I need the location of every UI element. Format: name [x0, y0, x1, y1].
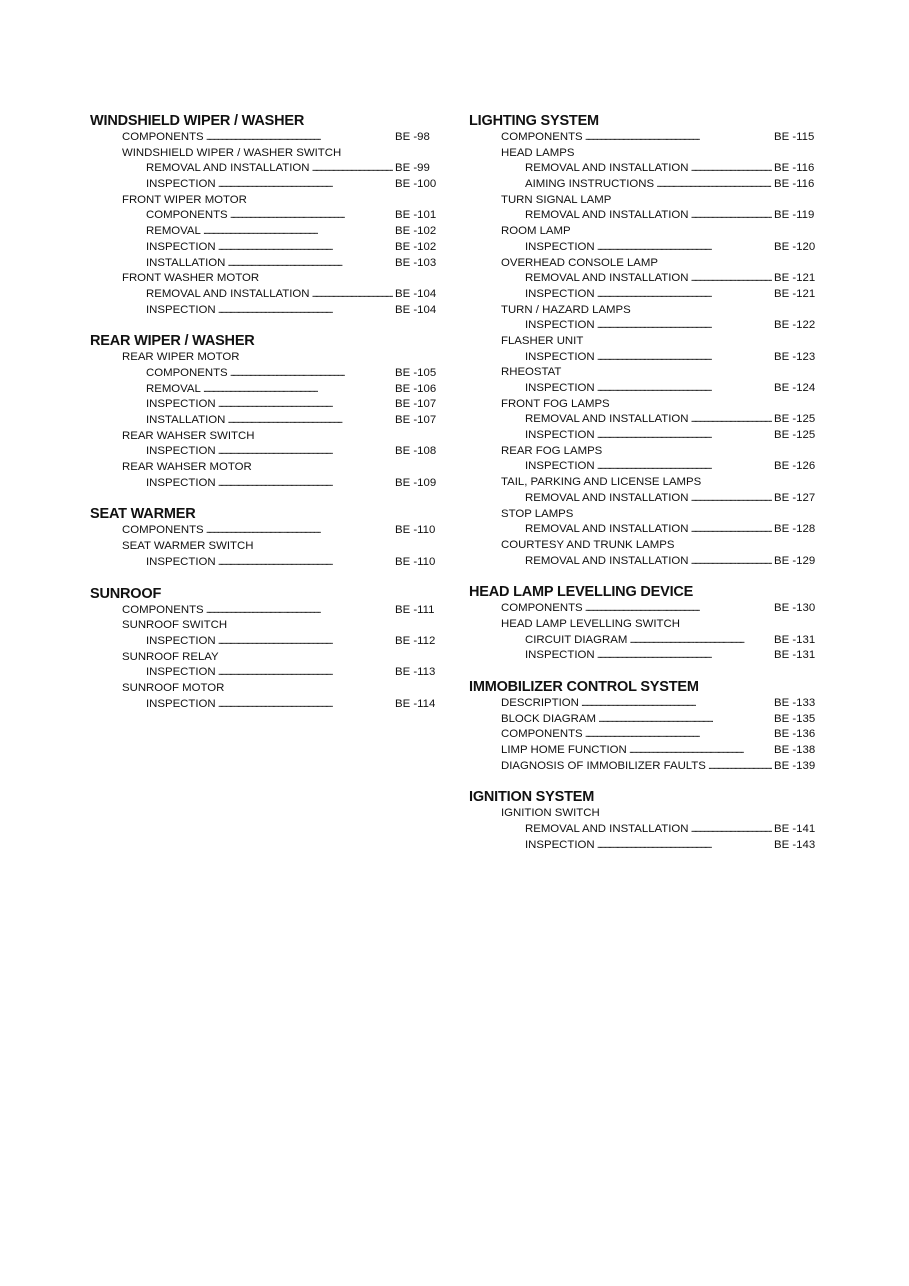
dot-leader [585, 601, 772, 617]
toc-section-ignition-system [469, 788, 826, 853]
dot-leader [585, 130, 772, 146]
toc-entry[interactable] [469, 838, 826, 854]
toc-entry[interactable] [469, 271, 826, 287]
entry-label: INSPECTION [525, 319, 595, 332]
toc-entry[interactable] [469, 491, 826, 507]
toc-entry[interactable] [90, 665, 447, 681]
entry-label: LIMP HOME FUNCTION [501, 744, 627, 757]
toc-subheading [90, 460, 447, 476]
entry-label: REMOVAL [146, 382, 201, 395]
dot-leader [597, 838, 772, 854]
toc-entry[interactable] [90, 287, 447, 303]
entry-label: FLASHER UNIT [501, 334, 584, 347]
dot-leader [629, 743, 772, 759]
section-title: IMMOBILIZER CONTROL SYSTEM [469, 679, 699, 695]
entry-label: FRONT WIPER MOTOR [122, 193, 247, 206]
page-number: BE -122 [774, 319, 816, 332]
dot-leader [691, 822, 772, 838]
entry-label: INSTALLATION [146, 414, 226, 426]
toc-subheading [90, 650, 447, 666]
entry-label: TURN / HAZARD LAMPS [501, 303, 631, 316]
section-title: WINDSHIELD WIPER / WASHER [90, 113, 305, 129]
toc-entry[interactable] [469, 177, 826, 193]
dot-leader [206, 603, 393, 619]
toc-entry[interactable] [90, 603, 447, 619]
dot-leader [218, 303, 393, 319]
dot-leader [597, 459, 772, 475]
dot-leader [597, 240, 772, 256]
toc-entry[interactable] [469, 350, 826, 366]
entry-label: IGNITION SWITCH [501, 807, 600, 820]
page-number: BE -113 [395, 666, 436, 679]
dot-leader [691, 412, 772, 428]
toc-subheading [90, 681, 447, 697]
toc-entry[interactable] [469, 161, 826, 177]
page-number: BE -102 [395, 240, 437, 253]
page-number: BE -112 [395, 634, 436, 647]
dot-leader [227, 413, 393, 429]
toc-entry[interactable] [469, 727, 826, 743]
toc-entry[interactable] [90, 697, 447, 713]
entry-label: CIRCUIT DIAGRAM [525, 633, 628, 646]
entry-label: TURN SIGNAL LAMP [501, 193, 612, 206]
toc-entry[interactable] [90, 476, 447, 492]
entry-label: REMOVAL AND INSTALLATION [525, 491, 689, 504]
entry-label: WINDSHIELD WIPER / WASHER SWITCH [122, 146, 342, 159]
page-number: BE -104 [395, 303, 437, 316]
toc-subheading [469, 224, 826, 240]
entry-label: COURTESY AND TRUNK LAMPS [501, 538, 675, 551]
page-number: BE -123 [774, 350, 816, 363]
toc-entry[interactable] [469, 822, 826, 838]
entry-label: COMPONENTS [122, 524, 204, 537]
toc-entry[interactable] [469, 287, 826, 303]
page-number: BE -121 [774, 272, 816, 285]
dot-leader [206, 523, 393, 539]
entry-label: INSPECTION [146, 634, 216, 647]
toc-subheading [90, 350, 447, 366]
dot-leader [691, 208, 772, 224]
dot-leader [629, 633, 772, 649]
dot-leader [230, 208, 393, 224]
entry-label: SEAT WARMER SWITCH [122, 540, 254, 553]
page-number: BE -133 [774, 697, 816, 709]
entry-label: OVERHEAD CONSOLE LAMP [501, 256, 658, 269]
toc-entry[interactable] [469, 633, 826, 649]
toc-left-column [90, 112, 447, 726]
toc-entry[interactable] [90, 224, 447, 240]
page-number: BE -100 [395, 178, 437, 191]
toc-entry[interactable] [90, 634, 447, 650]
toc-subheading [469, 303, 826, 319]
entry-label: REAR WAHSER SWITCH [122, 429, 255, 442]
toc-section-head-lamp-levelling-device [469, 583, 826, 664]
toc-entry[interactable] [469, 428, 826, 444]
toc-entry[interactable] [90, 240, 447, 256]
page-number: BE -114 [395, 697, 436, 710]
page-number: BE -107 [395, 398, 437, 411]
page-number: BE -139 [774, 759, 816, 772]
page-number: BE -108 [395, 445, 437, 458]
toc-entry[interactable] [469, 522, 826, 538]
entry-label: INSPECTION [525, 240, 595, 253]
entry-label: COMPONENTS [122, 131, 204, 143]
toc-section-lighting-system [469, 112, 826, 569]
entry-label: REMOVAL AND INSTALLATION [525, 523, 689, 536]
toc-entry[interactable] [469, 712, 826, 728]
entry-label: COMPONENTS [122, 603, 204, 616]
page-number: BE -99 [395, 162, 430, 175]
entry-label: INSTALLATION [146, 256, 226, 269]
page-number: BE -141 [774, 823, 816, 836]
dot-leader [218, 697, 393, 713]
section-title: REAR WIPER / WASHER [90, 333, 255, 350]
toc-entry[interactable] [90, 161, 447, 177]
toc-entry[interactable] [469, 601, 826, 617]
page-number: BE -125 [774, 413, 816, 426]
dot-leader [218, 444, 393, 460]
dot-leader [691, 271, 772, 287]
toc-entry[interactable] [469, 554, 826, 570]
section-title: SEAT WARMER [90, 506, 196, 523]
toc-subheading [469, 444, 826, 460]
dot-leader [227, 256, 393, 272]
section-title: LIGHTING SYSTEM [469, 113, 599, 129]
page-number: BE -136 [774, 728, 816, 741]
page-number: BE -110 [395, 555, 436, 568]
toc-entry[interactable] [469, 130, 826, 146]
page-number: BE -125 [774, 429, 816, 442]
toc-section-rear-wiper-washer [90, 332, 447, 491]
dot-leader [597, 287, 772, 303]
entry-label: COMPONENTS [501, 728, 583, 741]
entry-label: ROOM LAMP [501, 225, 571, 238]
dot-leader [206, 130, 393, 146]
entry-label: DESCRIPTION [501, 697, 579, 709]
dot-leader [230, 366, 393, 382]
entry-label: FRONT WASHER MOTOR [122, 272, 260, 285]
dot-leader [585, 727, 772, 743]
page-number: BE -110 [395, 524, 436, 537]
toc-entry[interactable] [90, 523, 447, 539]
dot-leader [691, 161, 772, 177]
page-number: BE -131 [774, 649, 816, 662]
entry-label: BLOCK DIAGRAM [501, 712, 596, 725]
dot-leader [597, 648, 772, 664]
entry-label: REMOVAL AND INSTALLATION [146, 287, 310, 300]
page-number: BE -130 [774, 602, 816, 615]
page-number: BE -98 [395, 131, 430, 143]
toc-section-seat-warmer [90, 505, 447, 570]
entry-label: INSPECTION [146, 398, 216, 411]
dot-leader [656, 177, 772, 193]
toc-section-sunroof [90, 585, 447, 713]
toc-subheading [90, 271, 447, 287]
entry-label: REMOVAL [146, 225, 201, 238]
section-title: SUNROOF [90, 585, 162, 602]
entry-label: INSPECTION [525, 649, 595, 662]
toc-entry[interactable] [90, 397, 447, 413]
dot-leader [597, 350, 772, 366]
page-number: BE -101 [395, 209, 437, 222]
entry-label: DIAGNOSIS OF IMMOBILIZER FAULTS [501, 759, 706, 772]
toc-entry[interactable] [90, 177, 447, 193]
page-number: BE -119 [774, 209, 815, 222]
toc-entry[interactable] [469, 381, 826, 397]
toc-subheading [469, 806, 826, 822]
toc-subheading [469, 538, 826, 554]
dot-leader [218, 177, 393, 193]
toc-subheading [90, 193, 447, 209]
page-number: BE -103 [395, 256, 437, 269]
entry-label: INSPECTION [525, 382, 595, 394]
entry-label: HEAD LAMP LEVELLING SWITCH [501, 617, 680, 630]
page-number: BE -106 [395, 382, 437, 395]
toc-entry[interactable] [469, 412, 826, 428]
page-number: BE -120 [774, 240, 816, 253]
dot-leader [312, 161, 393, 177]
entry-label: FRONT FOG LAMPS [501, 397, 610, 410]
page-number: BE -135 [774, 712, 816, 725]
entry-label: INSPECTION [146, 178, 216, 191]
entry-label: REMOVAL AND INSTALLATION [525, 209, 689, 222]
section-title: IGNITION SYSTEM [469, 789, 595, 806]
entry-label: SUNROOF SWITCH [122, 619, 228, 632]
entry-label: INSPECTION [146, 445, 216, 458]
page-number: BE -107 [395, 414, 437, 426]
entry-label: REMOVAL AND INSTALLATION [525, 413, 689, 426]
toc-entry[interactable] [469, 208, 826, 224]
entry-label: INSPECTION [525, 460, 595, 473]
dot-leader [581, 696, 772, 712]
page-number: BE -127 [774, 491, 816, 504]
toc-entry[interactable] [90, 382, 447, 398]
toc-entry[interactable] [469, 696, 826, 712]
entry-label: INSPECTION [525, 287, 595, 300]
page-number: BE -121 [774, 287, 816, 300]
entry-label: SUNROOF MOTOR [122, 681, 225, 694]
section-title: HEAD LAMP LEVELLING DEVICE [469, 584, 694, 601]
toc-subheading [469, 365, 826, 381]
toc-right-column [469, 112, 826, 868]
entry-label: INSPECTION [525, 350, 595, 363]
toc-entry[interactable] [90, 208, 447, 224]
page-number: BE -143 [774, 838, 816, 851]
page-number: BE -126 [774, 460, 816, 473]
dot-leader [218, 665, 393, 681]
dot-leader [691, 522, 772, 538]
page-number: BE -116 [774, 162, 815, 175]
page-number: BE -102 [395, 225, 437, 238]
toc-entry[interactable] [469, 743, 826, 759]
dot-leader [203, 224, 393, 240]
page-number: BE -104 [395, 287, 437, 300]
dot-leader [597, 428, 772, 444]
entry-label: REMOVAL AND INSTALLATION [146, 162, 310, 175]
toc-subheading [90, 618, 447, 634]
page-number: BE -109 [395, 476, 437, 489]
toc-subheading [469, 507, 826, 523]
entry-label: REAR WAHSER MOTOR [122, 461, 252, 474]
entry-label: INSPECTION [146, 240, 216, 253]
dot-leader [203, 382, 393, 398]
page-number: BE -128 [774, 523, 816, 536]
entry-label: TAIL, PARKING AND LICENSE LAMPS [501, 476, 702, 489]
entry-label: INSPECTION [146, 476, 216, 489]
toc-entry[interactable] [469, 459, 826, 475]
entry-label: STOP LAMPS [501, 507, 574, 520]
dot-leader [218, 240, 393, 256]
page-number: BE -138 [774, 744, 816, 757]
entry-label: REMOVAL AND INSTALLATION [525, 162, 689, 175]
toc-entry[interactable] [90, 303, 447, 319]
toc-entry[interactable] [90, 555, 447, 571]
toc-entry[interactable] [469, 240, 826, 256]
toc-entry[interactable] [469, 759, 826, 775]
entry-label: HEAD LAMPS [501, 146, 575, 159]
toc-subheading [90, 146, 447, 162]
entry-label: COMPONENTS [501, 602, 583, 615]
dot-leader [597, 318, 772, 334]
entry-label: INSPECTION [146, 666, 216, 679]
dot-leader [597, 381, 772, 397]
dot-leader [218, 634, 393, 650]
toc-entry[interactable] [90, 444, 447, 460]
toc-section-immobilizer-control-system [469, 678, 826, 774]
toc-entry[interactable] [90, 413, 447, 429]
dot-leader [691, 554, 772, 570]
entry-label: REMOVAL AND INSTALLATION [525, 272, 689, 285]
toc-entry[interactable] [469, 318, 826, 334]
toc-entry[interactable] [90, 256, 447, 272]
toc-subheading [90, 429, 447, 445]
dot-leader [312, 287, 393, 303]
entry-label: INSPECTION [525, 429, 595, 442]
dot-leader [218, 555, 393, 571]
entry-label: INSPECTION [525, 838, 595, 851]
toc-subheading [469, 334, 826, 350]
dot-leader [691, 491, 772, 507]
toc-section-windshield-wiper-washer [90, 112, 447, 318]
toc-subheading [469, 617, 826, 633]
entry-label: COMPONENTS [146, 209, 228, 222]
entry-label: REMOVAL AND INSTALLATION [525, 823, 689, 836]
toc-subheading [90, 539, 447, 555]
toc-entry[interactable] [90, 366, 447, 382]
entry-label: INSPECTION [146, 555, 216, 568]
page-number: BE -129 [774, 554, 816, 567]
page-number: BE -115 [774, 131, 815, 143]
toc-subheading [469, 256, 826, 272]
page-number: BE -131 [774, 633, 816, 646]
entry-label: REMOVAL AND INSTALLATION [525, 554, 689, 567]
toc-subheading [469, 475, 826, 491]
entry-label: SUNROOF RELAY [122, 650, 219, 663]
entry-label: RHEOSTAT [501, 366, 562, 379]
entry-label: INSPECTION [146, 303, 216, 316]
toc-subheading [469, 397, 826, 413]
entry-label: COMPONENTS [501, 131, 583, 143]
page-number: BE -105 [395, 366, 437, 379]
page-number: BE -111 [395, 603, 435, 616]
dot-leader [708, 759, 772, 775]
dot-leader [218, 476, 393, 492]
toc-subheading [469, 193, 826, 209]
entry-label: INSPECTION [146, 697, 216, 710]
page-number: BE -124 [774, 382, 816, 394]
toc-entry[interactable] [469, 648, 826, 664]
page-number: BE -116 [774, 178, 815, 191]
toc-subheading [469, 146, 826, 162]
entry-label: AIMING INSTRUCTIONS [525, 178, 655, 191]
dot-leader [218, 397, 393, 413]
entry-label: REAR FOG LAMPS [501, 444, 603, 457]
entry-label: REAR WIPER MOTOR [122, 351, 240, 364]
dot-leader [598, 712, 772, 728]
entry-label: COMPONENTS [146, 366, 228, 379]
toc-entry[interactable] [90, 130, 447, 146]
